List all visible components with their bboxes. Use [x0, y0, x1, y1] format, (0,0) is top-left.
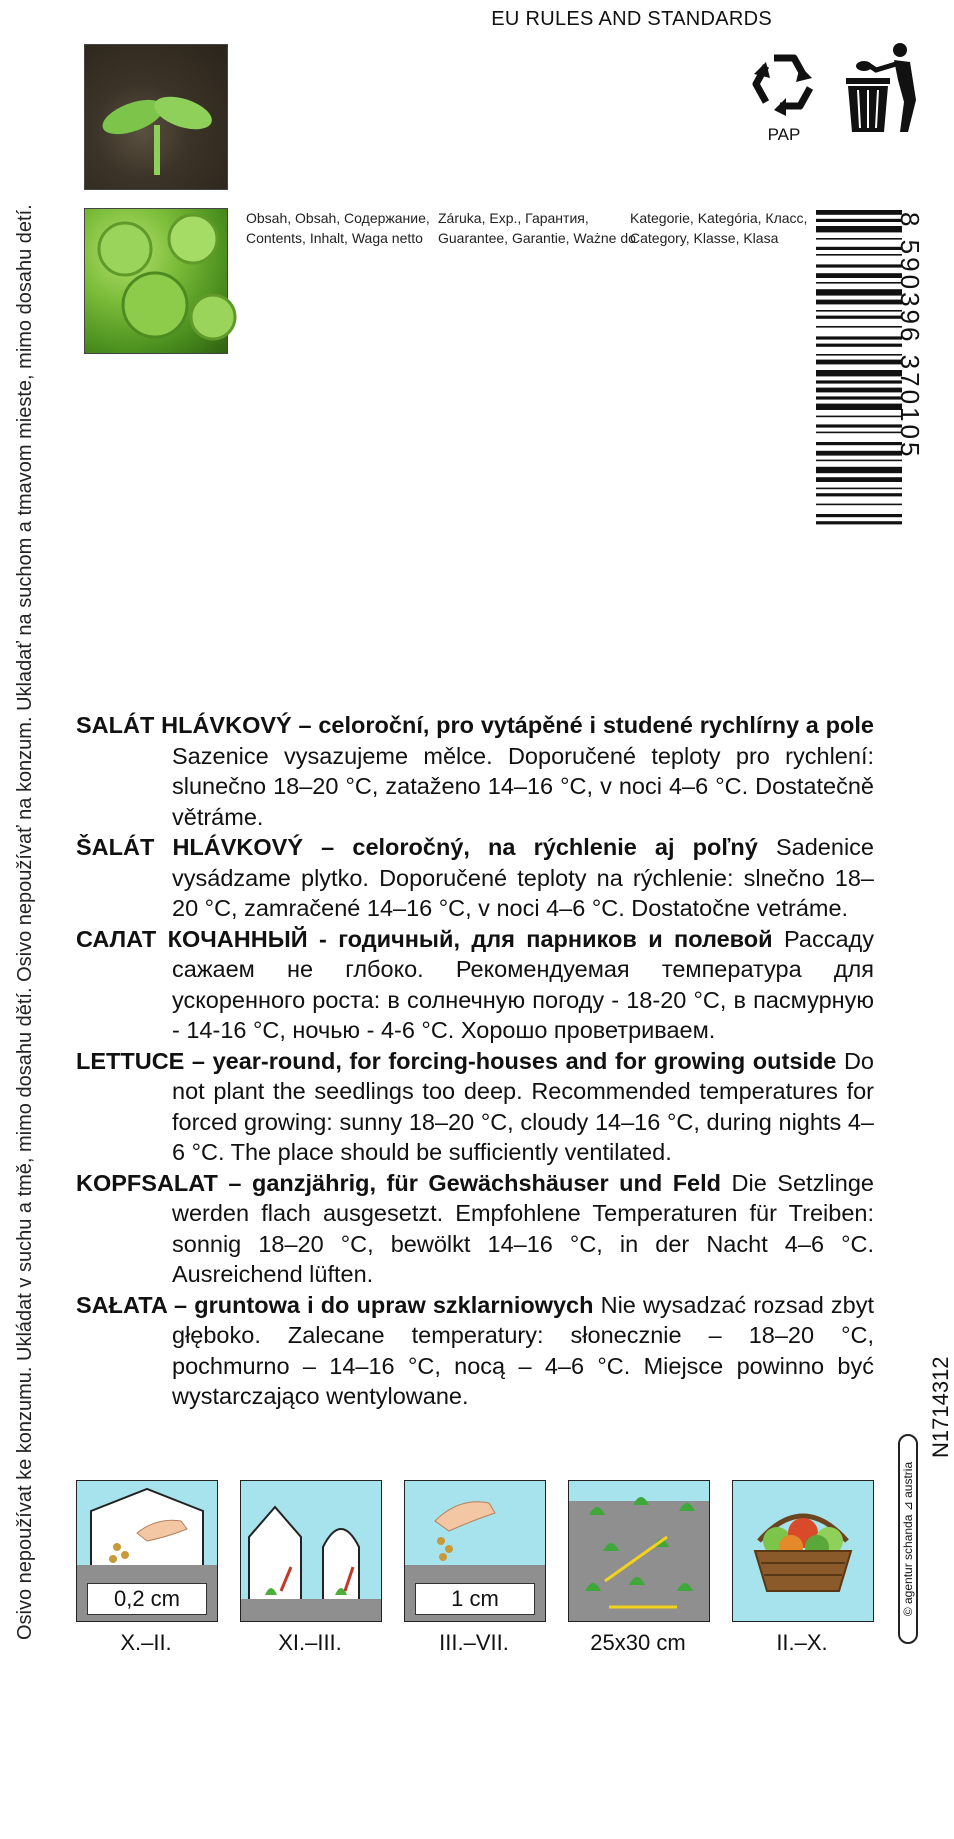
sowing-outdoor-pictogram [404, 1480, 546, 1622]
tidyman-bin-icon [840, 40, 920, 134]
recycle-label: PAP [767, 125, 801, 144]
sowing-instructions [76, 710, 874, 1412]
description-pl: SAŁATA – gruntowa i do upraw szklarniowych Nie wysadzać rozsad zbyt głęboko. Zalecane temperatury: słonecznie – 18–20 °C, pochmurno – 14–16 °C, nocą – 4–6 °C. Miejsce powinno być wystarczająco wentylowane. [76, 1291, 874, 1409]
spacing-label: 25x30 cm [590, 1630, 686, 1655]
planting-period-label: XI.–III. [278, 1630, 342, 1655]
description-ru: САЛАТ КОЧАННЫЙ - годичный, для парников и полевой Рассаду сажаем не глбоко. Рекомендуемая температура для ускоренного роста: в солнечную погоду - 18-20 °C, в пасмурную - 14-16 °C, ночью - 4-6 °C. Хорошо проветриваем. [76, 925, 875, 1043]
pictogram-row [76, 1480, 876, 1655]
planting-cover-pictogram [240, 1480, 382, 1622]
contents-label: Obsah, Obsah, Содержание, Contents, Inhalt, Waga netto [246, 210, 430, 246]
barcode-number: 8 590396 370105 [895, 212, 925, 460]
sowing-greenhouse-pictogram [76, 1480, 218, 1622]
seedling-photo [84, 44, 228, 190]
storage-warning: Osivo nepoužívat ke konzumu. Ukládat v suchu a tmě, mimo dosahu dětí. Osivo nepoužívať na konzum. Ukladať na suchom a tmavom mieste, mimo dosahu detí. [14, 204, 36, 1640]
product-code: N1714312 [928, 1356, 953, 1458]
eu-standards-title: EU RULES AND STANDARDS [491, 8, 772, 30]
copyright-badge: © agentur schanda ⊿ austria [898, 1434, 918, 1644]
guarantee-label: Záruka, Exp., Гарантия, Guarantee, Garantie, Ważne do [438, 210, 636, 246]
sowing-period-label: X.–II. [120, 1630, 172, 1655]
description-sk: ŠALÁT HLÁVKOVÝ – celoročný, na rýchlenie aj poľný Sadenice vysádzame plytko. Doporučené teploty na rýchlenie: slnečno 18–20 °C, zamračené 14–16 °C, v noci 4–6 °C. Dostatočne vetráme. [76, 834, 874, 921]
recycle-icon [744, 44, 824, 144]
description-cz: SALÁT HLÁVKOVÝ – celoroční, pro vytápěné i studené rychlírny a pole Sazenice vysazujeme mělce. Doporučené teploty pro rychlení: slunečno 18–20 °C, zataženo 14–16 °C, v noci 4–6 °C. Dostatečně větráme. [76, 712, 874, 830]
outdoor-sowing-period-label: III.–VII. [439, 1630, 509, 1655]
sowing-depth-box: 0,2 cm [87, 1583, 207, 1615]
lettuce-photo [84, 208, 228, 354]
category-label: Kategorie, Kategória, Класс, Category, Klasse, Klasa [630, 210, 808, 246]
plant-spacing-pictogram [568, 1480, 710, 1622]
description-en: LETTUCE – year-round, for forcing-houses and for growing outside Do not plant the seedlings too deep. Recommended temperatures for forced growing: sunny 18–20 °C, cloudy 14–16 °C, during nights 4–6 °C. The place should be sufficiently ventilated. [76, 1047, 874, 1165]
description-de: KOPFSALAT – ganzjährig, für Gewächshäuser und Feld Die Setzlinge werden flach ausgesetzt. Empfohlene Temperaturen für Treiben: sonnig 18–20 °C, bewölkt 14–16 °C, in der Nacht 4–6 °C. Ausreichend lüften. [76, 1169, 874, 1287]
sowing-depth-box: 1 cm [415, 1583, 535, 1615]
harvest-period-label: II.–X. [776, 1630, 828, 1655]
harvest-basket-pictogram [732, 1480, 874, 1622]
